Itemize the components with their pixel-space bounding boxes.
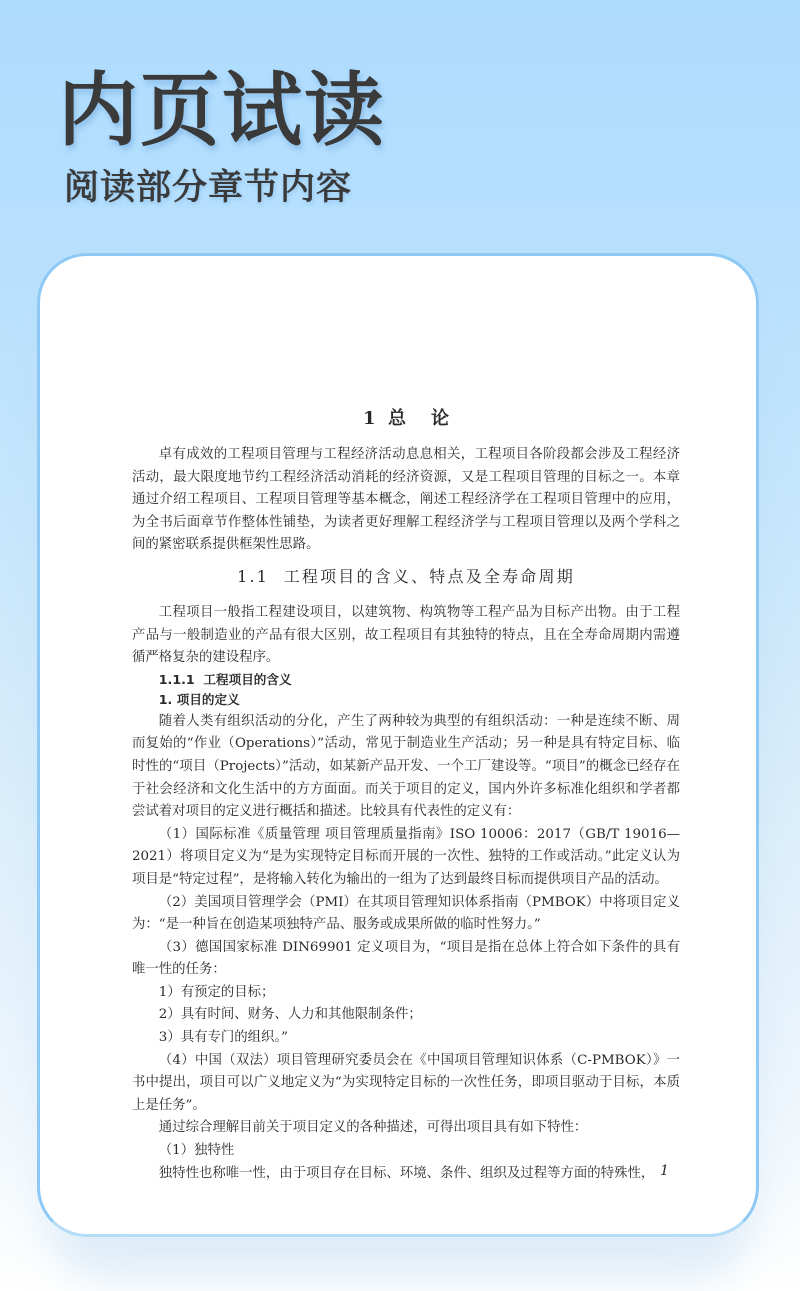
book-page [132, 404, 680, 1185]
body-paragraph: （1）国际标准《质量管理 项目管理质量指南》ISO 10006：2017（GB/T 19016—2021）将项目定义为“是为实现特定目标而开展的一次性、独特的工作或活动。”此定义认为项目是“特定过程”，是将输入转化为输出的一组为了达到最终目标而提供项目产品的活动。 [132, 826, 680, 887]
body-paragraph: （4）中国（双法）项目管理研究委员会在《中国项目管理知识体系（C-PMBOK）》一书中提出，项目可以广义地定义为“为实现特定目标的一次性任务，即项目驱动于目标，本质上是任务”。 [132, 1052, 680, 1113]
intro-paragraph: 卓有成效的工程项目管理与工程经济活动息息相关，工程项目各阶段都会涉及工程经济活动，最大限度地节约工程经济活动消耗的经济资源，又是工程项目管理的目标之一。本章通过介绍工程项目、工程项目管理等基本概念，阐述工程经济学在工程项目管理中的应用，为全书后面章节作整体性铺垫，为读者更好理解工程经济学与工程项目管理以及两个学科之间的紧密联系提供框架性思路。 [132, 447, 680, 553]
section-paragraph: 工程项目一般指工程建设项目，以建筑物、构筑物等工程产品为目标产出物。由于工程产品与一般制造业的产品有很大区别，故工程项目有其独特的特点，且在全寿命周期内需遵循严格复杂的建设程序。 [132, 604, 680, 666]
section-title: 1.1 工程项目的含义、特点及全寿命周期 [237, 566, 575, 586]
body-paragraph: 随着人类有组织活动的分化，产生了两种较为典型的有组织活动：一种是连续不断、周而复始的“作业（Operations）”活动，常见于制造业生产活动；另一种是具有特定目标、临时性的“项目（Projects）”活动，如某新产品开发、一个工厂建设等。“项目”的概念已经存在于社会经济和文化生活中的方方面面。而关于项目的定义，国内外许多标准化组织和学者都尝试着对项目的定义进行概括和描述。比较具有代表性的定义有： [132, 713, 680, 820]
hero-title: 内页试读 [58, 64, 386, 157]
body-paragraph: （3）德国国家标准 DIN69901 定义项目为，“项目是指在总体上符合如下条件的具有唯一性的任务： [132, 939, 680, 978]
property-heading: （1）独特性 [158, 1143, 235, 1159]
body-paragraph: （2）美国项目管理学会（PMI）在其项目管理知识体系指南（PMBOK）中将项目定义为：“是一种旨在创造某项独特产品、服务或成果所做的临时性努力。” [132, 894, 680, 933]
definition-subheading: 1. 项目的定义 [158, 692, 240, 708]
list-item: 2）具有时间、财务、人力和其他限制条件； [158, 1007, 422, 1023]
subsection-title: 1.1.1 工程项目的含义 [158, 671, 292, 687]
chapter-title: 1 总 论 [362, 408, 450, 429]
body-paragraph: 通过综合理解目前关于项目定义的各种描述，可得出项目具有如下特性： [158, 1120, 588, 1136]
page-number: 1 [660, 1163, 669, 1179]
list-item: 1）有预定的目标； [158, 984, 275, 1000]
list-item: 3）具有专门的组织。” [158, 1030, 288, 1046]
body-paragraph: 独特性也称唯一性，由于项目存在目标、环境、条件、组织及过程等方面的特殊性， [158, 1165, 655, 1181]
hero-subtitle: 阅读部分章节内容 [64, 168, 353, 208]
